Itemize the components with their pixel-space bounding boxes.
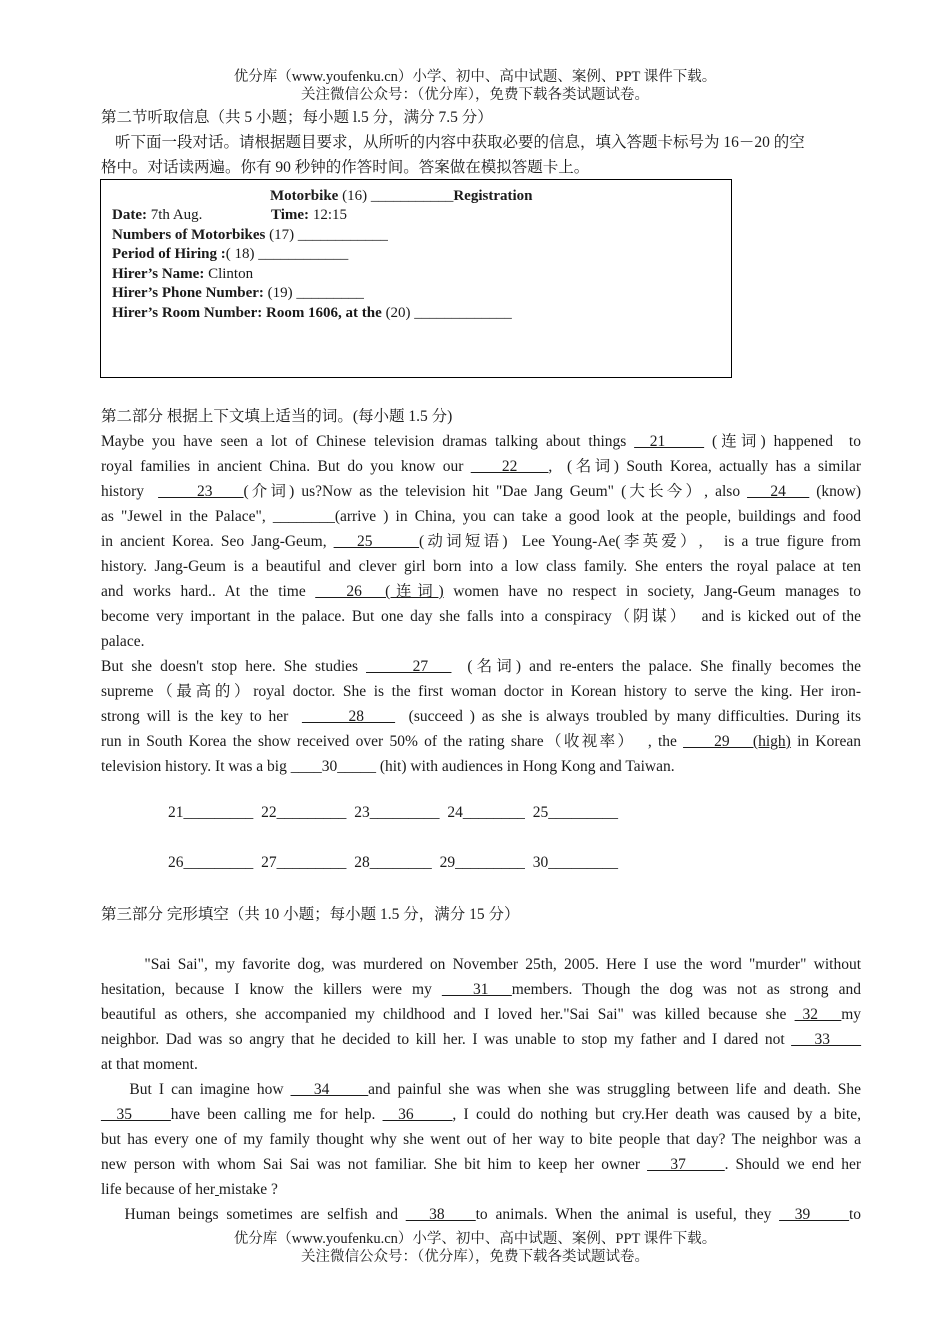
answer-blank: __21_____	[634, 433, 705, 450]
page-footer-line-1: 优分库（www.youfenku.cn）小学、初中、高中试题、案例、PPT 课件下载。	[233, 1231, 717, 1247]
passage-text: become very important in the palace. But one day she falls into a conspiracy（阴谋） and is kicked out of the	[101, 608, 861, 625]
part-three-passage	[101, 952, 861, 1227]
passage-text: (介词) us?Now as the television hit "Dae Jang Geum" (大长今）, also	[243, 483, 748, 500]
passage-line	[101, 1027, 861, 1052]
registration-form	[100, 179, 732, 378]
answer-blank: ______28____	[302, 708, 395, 725]
passage-text: (连词) happened to	[704, 433, 861, 450]
answer-blank: __35_____	[101, 1106, 171, 1123]
passage-text: history. Jang-Geum is a beautiful and clever girl born into a low class family. She enters the royal palace at ten	[101, 558, 861, 575]
passage-text: new person with whom Sai Sai was not familiar. She bit him to keep her owner	[101, 1156, 648, 1173]
passage-text: at that moment.	[101, 1056, 198, 1073]
page-footer-line-2: 关注微信公众号：（优分库），免费下载各类试题试卷。	[301, 1249, 649, 1265]
passage-text: (动词短语) Lee Young-Ae(李英爱）, is a true figure from	[418, 533, 861, 550]
answer-blank: 22_________	[261, 804, 347, 821]
instruction-line: 听下面一段对话。请根据题目要求，从所听的内容中获取必要的信息，填入答题卡标号为 16－20 的空	[115, 134, 805, 151]
answer-blank: __36_____	[382, 1106, 453, 1123]
passage-text: members. Though the dog was not as strong and	[511, 981, 861, 998]
passage-text: and works hard.. At the time	[101, 583, 316, 600]
name-value: Clinton	[204, 265, 254, 282]
passage-line	[101, 754, 861, 779]
passage-text: hesitation, because I know the killers were my	[101, 981, 442, 998]
answer-blank: ___37_____	[647, 1156, 725, 1173]
passage-line	[101, 454, 861, 479]
motorbikes-row	[112, 226, 388, 246]
blank-19: (19) _________	[263, 285, 364, 301]
passage-text: , (名词) South Korea, actually has a similar	[548, 458, 861, 475]
passage-line	[101, 704, 861, 729]
passage-text: to animals. When the animal is useful, they	[475, 1206, 780, 1223]
form-title-a: Motorbike	[270, 188, 339, 204]
answer-blank: 21_________	[168, 804, 254, 821]
passage-text: and painful she was when she was struggling between life and death. She	[368, 1081, 861, 1098]
answer-blank: 28________	[354, 854, 432, 871]
passage-text: mistake ?	[218, 1181, 278, 1198]
passage-text: strong will is the key to her	[101, 708, 302, 725]
answer-blank: 25_________	[532, 804, 618, 821]
part-two-passage	[101, 429, 861, 779]
answer-blank: 27_________	[261, 854, 347, 871]
passage-text: "Sai Sai", my favorite dog, was murdered on November 25th, 2005. Here I use the word "murder" without	[101, 956, 861, 973]
answer-blank: _32___	[794, 1006, 842, 1023]
passage-text: history	[101, 483, 159, 500]
phone-label: Hirer’s Phone Number:	[112, 285, 264, 301]
page-header-line-1: 优分库（www.youfenku.cn）小学、初中、高中试题、案例、PPT 课件下载。	[233, 69, 717, 85]
passage-line	[101, 1152, 861, 1177]
passage-line	[101, 629, 861, 654]
date-label: Date:	[112, 207, 147, 223]
date-row	[112, 206, 202, 226]
passage-text: women have no respect in society, Jang-Geum manages to	[443, 583, 861, 600]
answer-blank: ____22____	[470, 458, 549, 475]
passage-line	[101, 1127, 861, 1152]
passage-text: Human beings sometimes are selfish and	[101, 1206, 406, 1223]
answer-blank: 26_________	[168, 854, 254, 871]
passage-text: but has every one of my family thought why she went out of her way to bite people that day? The neighbor was a	[101, 1131, 861, 1148]
passage-line	[101, 554, 861, 579]
passage-line	[101, 529, 861, 554]
passage-line	[101, 952, 861, 977]
section-title: 第二节听取信息（共 5 小题；每小题 l.5 分，满分 7.5 分）	[101, 109, 493, 126]
part-two-title: 第二部分 根据上下文填上适当的词。(每小题 1.5 分)	[101, 408, 453, 425]
passage-text: But she doesn't stop here. She studies	[101, 658, 367, 675]
listening-section	[101, 105, 861, 180]
passage-line	[101, 1002, 861, 1027]
passage-line	[101, 429, 861, 454]
passage-line	[101, 1077, 861, 1102]
answer-blank: ___25______	[333, 533, 419, 550]
passage-line	[101, 977, 861, 1002]
answer-blank: 29_________	[439, 854, 525, 871]
time-value: 12:15	[309, 207, 347, 223]
passage-line	[101, 654, 861, 679]
passage-text: (know)	[809, 483, 861, 500]
passage-line	[101, 579, 861, 604]
form-title-c: Registration	[453, 188, 533, 204]
name-row	[112, 265, 253, 285]
answer-blank: 24________	[447, 804, 525, 821]
passage-text: run in South Korea the show received over 50% of the rating share（收视率） , the	[101, 733, 684, 750]
passage-line	[101, 729, 861, 754]
passage-text: , I could do nothing but cry.Her death was caused by a bite,	[452, 1106, 861, 1123]
passage-text: television history. It was a big ____30_____ (hit) with audiences in Hong Kong and Taiwan.	[101, 758, 675, 775]
name-label: Hirer’s Name:	[112, 265, 205, 282]
answer-blank: ___33____	[791, 1031, 861, 1048]
period-row	[112, 245, 348, 265]
answer-blank: ____31___	[441, 981, 512, 998]
blank-17: (17) ____________	[265, 226, 388, 243]
passage-line	[101, 1102, 861, 1127]
answer-blank: __39_____	[779, 1206, 849, 1223]
passage-text: palace.	[101, 633, 145, 650]
passage-text: . Should we end her	[724, 1156, 862, 1173]
passage-text: in Korean	[790, 733, 861, 750]
room-row	[112, 304, 512, 324]
answer-blank: 23_________	[354, 804, 440, 821]
instruction-line: 格中。对话读两遍。你有 90 秒钟的作答时间。答案做在模拟答题卡上。	[101, 159, 590, 176]
motorbikes-label: Numbers of Motorbikes	[112, 226, 266, 243]
part-three-title: 第三部分 完形填空（共 10 小题；每小题 1.5 分，满分 15 分）	[101, 906, 520, 923]
page-header-line-2: 关注微信公众号：（优分库），免费下载各类试题试卷。	[301, 87, 649, 103]
answer-blank: _____23____	[158, 483, 244, 500]
blank-16: (16) ___________	[338, 188, 454, 204]
passage-text: But I can imagine how	[101, 1081, 291, 1098]
passage-text: in ancient Korea. Seo Jang-Geum,	[101, 533, 334, 550]
period-label: Period of Hiring :	[112, 246, 226, 262]
passage-text: (名词) and re-enters the palace. She finally becomes the	[451, 658, 861, 675]
passage-text: have been calling me for help.	[170, 1106, 383, 1123]
passage-text: royal families in ancient China. But do you know our	[101, 458, 471, 475]
date-value: 7th Aug.	[146, 207, 203, 223]
passage-line	[101, 604, 861, 629]
answer-row-1	[168, 804, 622, 822]
phone-row	[112, 284, 364, 304]
answer-blank: ______27___	[366, 658, 452, 675]
answer-blank: ___24___	[747, 483, 810, 500]
passage-text: beautiful as others, she accompanied my childhood and I loved her."Sai Sai" was killed because she	[101, 1006, 795, 1023]
answer-blank: ___38____	[405, 1206, 476, 1223]
passage-text: (succeed ) as she is always troubled by many difficulties. During its	[395, 708, 861, 725]
part-two	[101, 404, 861, 779]
answer-blank: ____29___(high)	[683, 733, 791, 750]
part-three	[101, 902, 861, 927]
passage-line	[101, 1177, 861, 1202]
passage-line	[101, 1052, 861, 1077]
time-label: Time:	[271, 207, 310, 223]
passage-text: to	[848, 1206, 861, 1223]
passage-text: my	[841, 1006, 861, 1023]
passage-text: neighbor. Dad was so angry that he decided to kill her. I was unable to stop my father and I dared not	[101, 1031, 792, 1048]
passage-line	[101, 679, 861, 704]
answer-blank: ___34_____	[290, 1081, 369, 1098]
passage-text: supreme（最高的）royal doctor. She is the first woman doctor in Korean history to serve the king. Her iron-	[101, 683, 861, 700]
passage-line	[101, 1202, 861, 1227]
passage-text: Maybe you have seen a lot of Chinese television dramas talking about things	[101, 433, 635, 450]
passage-line	[101, 479, 861, 504]
blank-20: (20) _____________	[381, 304, 512, 321]
answer-blank: 30_________	[532, 854, 618, 871]
passage-text: life because of her	[101, 1181, 216, 1198]
blank-18: ( 18) ____________	[225, 246, 349, 262]
form-title	[270, 187, 532, 207]
answer-blank: ____26___(连词)	[315, 583, 444, 600]
room-label: Hirer’s Room Number: Room 1606, at the	[112, 304, 382, 321]
answer-row-2	[168, 854, 622, 872]
passage-text: as "Jewel in the Palace", ________(arrive ) in China, you can take a good look at the people, buildings and food	[101, 508, 861, 525]
passage-line	[101, 504, 861, 529]
time-row	[271, 206, 347, 226]
